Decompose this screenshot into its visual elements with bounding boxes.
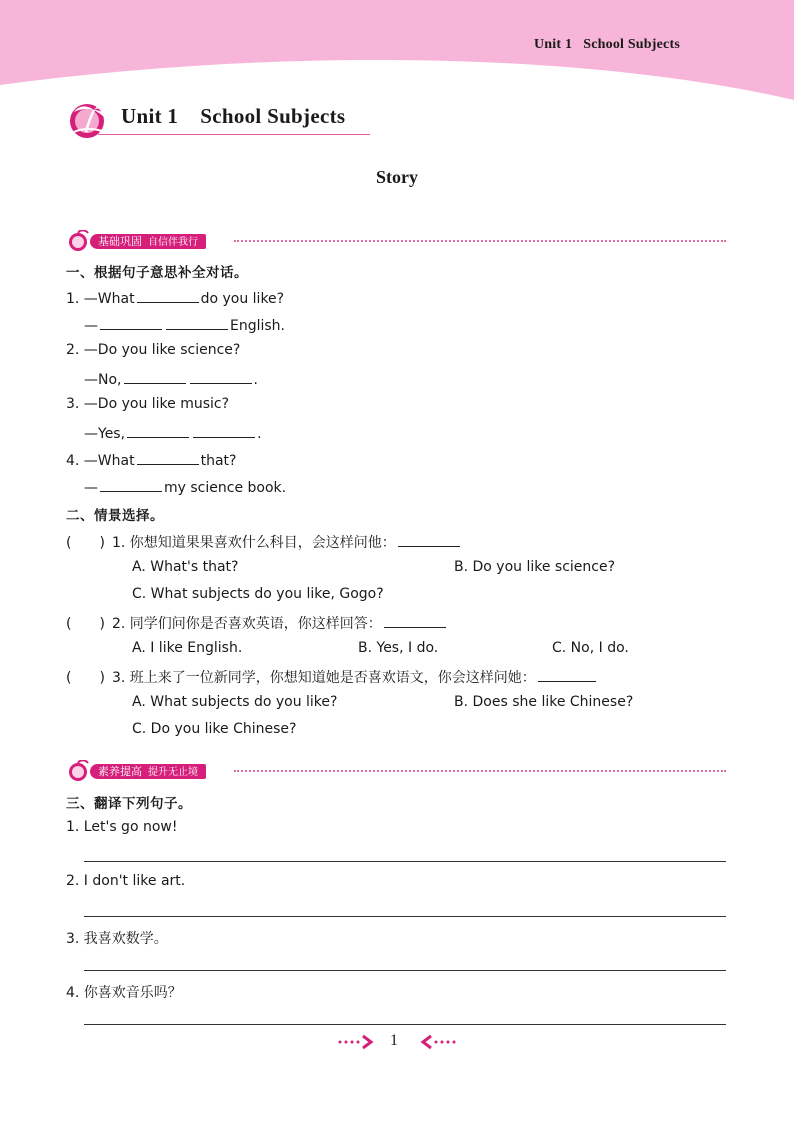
unit-number: Unit 1 <box>121 104 179 128</box>
answer-blank[interactable] <box>127 423 189 438</box>
answer-paren[interactable]: ( ) <box>66 535 105 551</box>
q1-question: 1. —What do you like? <box>66 288 284 307</box>
section1-heading: 一、根据句子意思补全对话。 <box>66 265 248 281</box>
page-number: 1 <box>390 1032 398 1049</box>
unit-title <box>121 104 345 129</box>
answer-blank[interactable] <box>193 423 255 438</box>
answer-line[interactable] <box>84 861 726 862</box>
answer-paren[interactable]: ( ) <box>66 670 105 686</box>
choice-q2: 2. 同学们问你是否喜欢英语，你这样回答： <box>112 613 448 633</box>
q2-answer: —No, . <box>84 369 258 388</box>
answer-blank[interactable] <box>100 315 162 330</box>
q4-question: 4. —What that? <box>66 450 236 469</box>
answer-blank[interactable] <box>384 613 446 628</box>
q1-answer: — English. <box>84 315 285 334</box>
translate-s3: 3. 我喜欢数学。 <box>66 931 168 947</box>
section-tab-improve <box>66 760 236 780</box>
choice-q3-b[interactable]: B. Does she like Chinese? <box>454 694 634 710</box>
q4-answer: — my science book. <box>84 477 286 496</box>
answer-blank[interactable] <box>137 450 199 465</box>
answer-blank[interactable] <box>398 532 460 547</box>
section-tab-label: 素养提高 提升无止境 <box>90 764 206 779</box>
section-divider <box>234 770 726 772</box>
section-divider <box>234 240 726 242</box>
choice-q1-b[interactable]: B. Do you like science? <box>454 559 616 575</box>
choice-q2-b[interactable]: B. Yes, I do. <box>358 640 439 656</box>
page-number-block <box>336 1032 456 1052</box>
arrow-right-icon <box>336 1034 376 1050</box>
answer-blank[interactable] <box>137 288 199 303</box>
answer-blank[interactable] <box>124 369 186 384</box>
answer-blank[interactable] <box>166 315 228 330</box>
choice-q1-c[interactable]: C. What subjects do you like, Gogo? <box>132 586 384 602</box>
choice-q1: 1. 你想知道果果喜欢什么科目，会这样问他： <box>112 532 462 552</box>
choice-q1-a[interactable]: A. What's that? <box>132 559 239 575</box>
q2-question: 2. —Do you like science? <box>66 342 241 358</box>
unit-subject: School Subjects <box>200 104 346 128</box>
section-tab-label: 基础巩固 自信伴我行 <box>90 234 206 249</box>
running-head: Unit 1 School Subjects <box>534 37 680 52</box>
translate-s4: 4. 你喜欢音乐吗？ <box>66 985 182 1001</box>
answer-blank[interactable] <box>538 667 596 682</box>
choice-q3-a[interactable]: A. What subjects do you like? <box>132 694 338 710</box>
choice-q2-c[interactable]: C. No, I do. <box>552 640 629 656</box>
answer-blank[interactable] <box>100 477 162 492</box>
title-underline <box>98 134 370 135</box>
section2-heading: 二、情景选择。 <box>66 508 164 524</box>
choice-q3: 3. 班上来了一位新同学，你想知道她是否喜欢语文，你会这样问她： <box>112 667 598 687</box>
arrow-left-icon <box>418 1034 458 1050</box>
answer-blank[interactable] <box>190 369 252 384</box>
answer-line[interactable] <box>84 1024 726 1025</box>
q3-question: 3. —Do you like music? <box>66 396 230 412</box>
choice-q3-c[interactable]: C. Do you like Chinese? <box>132 721 297 737</box>
q3-answer: —Yes, . <box>84 423 262 442</box>
answer-line[interactable] <box>84 970 726 971</box>
section-tab-basic <box>66 230 236 250</box>
choice-q2-a[interactable]: A. I like English. <box>132 640 243 656</box>
lesson-title: Story <box>376 167 418 187</box>
section3-heading: 三、翻译下列句子。 <box>66 796 192 812</box>
translate-s2: 2. I don't like art. <box>66 873 186 889</box>
translate-s1: 1. Let's go now! <box>66 819 178 835</box>
answer-paren[interactable]: ( ) <box>66 616 105 632</box>
answer-line[interactable] <box>84 916 726 917</box>
